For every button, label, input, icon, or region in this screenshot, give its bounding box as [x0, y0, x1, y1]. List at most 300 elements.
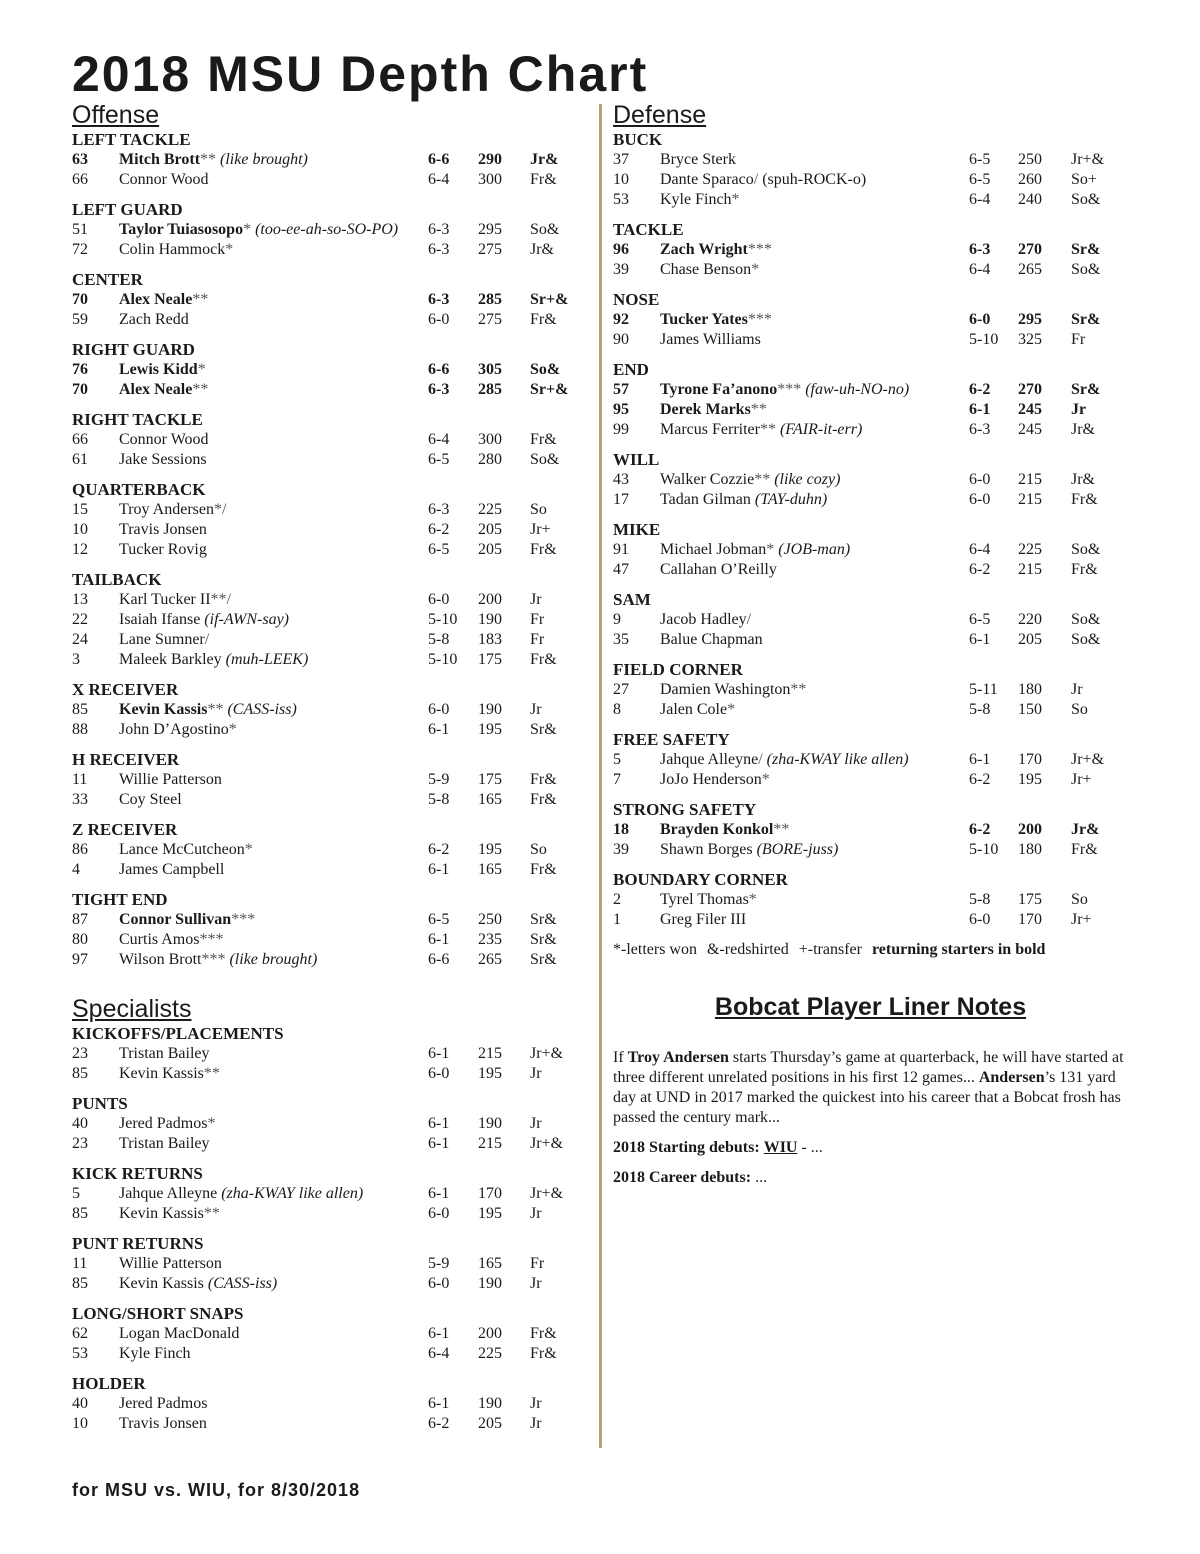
class-year: So&	[1071, 541, 1101, 558]
jersey-number: 87	[72, 911, 88, 928]
position-label: LEFT TACKLE	[72, 130, 191, 149]
jersey-number: 17	[613, 491, 629, 508]
player-row	[72, 1044, 572, 1064]
jersey-number: 15	[72, 501, 88, 518]
weight: 190	[478, 1395, 502, 1412]
jersey-number: 13	[72, 591, 88, 608]
player-row	[72, 1394, 572, 1414]
jersey-number: 97	[72, 951, 88, 968]
player-name-cell	[119, 290, 208, 310]
jersey-number: 1	[613, 911, 621, 928]
position-group	[72, 410, 572, 470]
class-year: So	[1071, 701, 1088, 718]
position-group	[72, 1164, 572, 1224]
letter-marks: ***	[747, 241, 772, 258]
player-name: Zach Wright	[660, 241, 748, 258]
jersey-number: 4	[72, 861, 80, 878]
jersey-number: 85	[72, 1065, 88, 1082]
class-year: Jr	[530, 1065, 542, 1082]
player-name: Kevin Kassis	[119, 701, 208, 718]
player-name: Balue Chapman	[660, 631, 763, 648]
letter-marks: *	[766, 541, 775, 558]
defense-heading: Defense	[613, 101, 707, 129]
class-year: Jr&	[530, 151, 559, 168]
player-name-cell	[660, 470, 840, 490]
class-year: So&	[1071, 611, 1101, 628]
position-label: RIGHT GUARD	[72, 340, 195, 359]
player-name-cell	[119, 650, 308, 670]
height: 5-8	[428, 791, 450, 808]
position-label: RIGHT TACKLE	[72, 410, 203, 429]
player-row	[72, 790, 572, 810]
starting-debuts-note	[613, 1138, 1128, 1158]
letter-marks: ***	[747, 311, 772, 328]
weight: 205	[478, 541, 502, 558]
player-name: Alex Neale	[119, 291, 193, 308]
letter-marks: ***	[777, 381, 802, 398]
height: 6-1	[428, 1045, 450, 1062]
position-group	[72, 890, 572, 970]
weight: 250	[1018, 151, 1042, 168]
class-year: Jr	[530, 1415, 542, 1432]
player-name-cell	[119, 790, 182, 810]
height: 6-4	[969, 541, 991, 558]
player-name-cell	[119, 360, 206, 380]
player-row	[72, 1134, 572, 1154]
weight: 260	[1018, 171, 1042, 188]
player-name: Wilson Brott	[119, 951, 202, 968]
height: 6-1	[969, 401, 991, 418]
player-name: Connor Sullivan	[119, 911, 232, 928]
jersey-number: 27	[613, 681, 629, 698]
weight: 285	[478, 381, 502, 398]
player-row	[613, 490, 1128, 510]
letter-marks: **	[203, 1065, 220, 1082]
player-name: Jered Padmos	[119, 1395, 208, 1412]
player-name-cell	[119, 610, 289, 630]
player-name: Walker Cozzie	[660, 471, 755, 488]
weight: 205	[1018, 631, 1042, 648]
player-name-cell	[119, 860, 224, 880]
player-name: Greg Filer III	[660, 911, 747, 928]
weight: 270	[1018, 381, 1042, 398]
player-name-cell	[119, 170, 209, 190]
player-name-cell	[119, 630, 209, 650]
player-name-cell	[119, 1044, 210, 1064]
letter-marks: *	[228, 721, 237, 738]
weight: 190	[478, 611, 502, 628]
height: 6-6	[428, 151, 450, 168]
player-row	[72, 290, 572, 310]
jersey-number: 47	[613, 561, 629, 578]
weight: 280	[478, 451, 502, 468]
height: 5-10	[969, 841, 999, 858]
height: 6-2	[428, 841, 450, 858]
player-name: Damien Washington	[660, 681, 791, 698]
player-name: Kyle Finch	[660, 191, 732, 208]
class-year: Jr+	[1071, 771, 1092, 788]
player-row	[72, 650, 572, 670]
player-name: Travis Jonsen	[119, 1415, 207, 1432]
note-text: ...	[751, 1169, 768, 1186]
player-name-cell	[119, 220, 398, 240]
jersey-number: 53	[613, 191, 629, 208]
player-name-cell	[119, 700, 297, 720]
player-name: Tyrone Fa’anono	[660, 381, 778, 398]
class-year: Sr&	[530, 931, 557, 948]
class-year: So	[1071, 891, 1088, 908]
letter-marks: *	[225, 241, 234, 258]
height: 6-2	[969, 771, 991, 788]
pronunciation: (spuh-ROCK-o)	[762, 171, 867, 188]
player-row	[613, 260, 1128, 280]
letter-marks: *	[761, 771, 770, 788]
player-name-cell	[119, 450, 207, 470]
position-group	[613, 450, 1128, 510]
height: 5-8	[428, 631, 450, 648]
position-label: LONG/SHORT SNAPS	[72, 1304, 244, 1323]
player-name: Kevin Kassis	[119, 1275, 204, 1292]
jersey-number: 61	[72, 451, 88, 468]
note-text: starts Thursday’s game at quarterback, he will have started at three different unrelated positions in his first 12 games...	[613, 1049, 1124, 1086]
player-name: James Williams	[660, 331, 761, 348]
player-name-cell	[660, 820, 789, 840]
player-name: Troy Andersen	[119, 501, 214, 518]
pronunciation: (muh-LEEK)	[225, 651, 309, 668]
player-name-cell	[660, 770, 770, 790]
legend-letters: *-letters won	[613, 941, 697, 958]
position-label: H RECEIVER	[72, 750, 180, 769]
height: 6-5	[428, 911, 450, 928]
position-label: KICK RETURNS	[72, 1164, 203, 1183]
player-name-cell	[119, 1254, 222, 1274]
player-name-cell	[660, 190, 740, 210]
player-name-cell	[660, 490, 827, 510]
weight: 195	[478, 1065, 502, 1082]
height: 6-4	[428, 431, 450, 448]
specialists-heading: Specialists	[72, 995, 192, 1023]
jersey-number: 92	[613, 311, 629, 328]
position-group	[72, 200, 572, 260]
jersey-number: 5	[613, 751, 621, 768]
height: 6-1	[428, 721, 450, 738]
weight: 220	[1018, 611, 1042, 628]
player-name: Zach Redd	[119, 311, 189, 328]
jersey-number: 86	[72, 841, 88, 858]
jersey-number: 18	[613, 821, 629, 838]
position-group	[72, 820, 572, 880]
player-name-cell	[119, 540, 207, 560]
position-group	[72, 1094, 572, 1154]
legend-transfer: +-transfer	[798, 941, 862, 958]
height: 5-10	[428, 611, 458, 628]
letter-marks: *	[727, 701, 736, 718]
class-year: Jr	[530, 1205, 542, 1222]
height: 5-10	[428, 651, 458, 668]
class-year: Fr	[530, 1255, 545, 1272]
letter-marks: **	[203, 1205, 220, 1222]
player-name-cell	[119, 1324, 239, 1344]
height: 5-9	[428, 1255, 450, 1272]
pronunciation: (FAIR-it-err)	[779, 421, 863, 438]
weight: 215	[478, 1135, 502, 1152]
height: 5-9	[428, 771, 450, 788]
player-name: Taylor Tuiasosopo	[119, 221, 244, 238]
weight: 240	[1018, 191, 1042, 208]
class-year: Fr&	[1071, 561, 1098, 578]
height: 6-5	[428, 451, 450, 468]
player-row	[72, 1254, 572, 1274]
player-row	[613, 890, 1128, 910]
jersey-number: 35	[613, 631, 629, 648]
letter-marks: **	[754, 471, 771, 488]
column-divider	[599, 104, 602, 1448]
height: 6-3	[428, 501, 450, 518]
letter-marks: ***	[231, 911, 256, 928]
height: 6-4	[428, 1345, 450, 1362]
height: 6-6	[428, 951, 450, 968]
weight: 275	[478, 311, 502, 328]
jersey-number: 70	[72, 381, 88, 398]
pronunciation: (like brought)	[229, 951, 318, 968]
player-name: Tucker Rovig	[119, 541, 207, 558]
player-row	[72, 1114, 572, 1134]
weight: 205	[478, 1415, 502, 1432]
class-year: Fr&	[530, 651, 557, 668]
player-row	[613, 770, 1128, 790]
height: 6-1	[428, 1395, 450, 1412]
jersey-number: 24	[72, 631, 88, 648]
position-group	[72, 480, 572, 560]
jersey-number: 53	[72, 1345, 88, 1362]
height: 6-1	[428, 1185, 450, 1202]
player-row	[613, 170, 1128, 190]
player-name: Kyle Finch	[119, 1345, 191, 1362]
player-name-cell	[119, 1204, 220, 1224]
weight: 190	[478, 1115, 502, 1132]
class-year: Sr+&	[530, 291, 569, 308]
player-name: Travis Jonsen	[119, 521, 207, 538]
player-name-cell	[119, 1064, 220, 1084]
weight: 165	[478, 1255, 502, 1272]
weight: 265	[478, 951, 502, 968]
player-row	[72, 630, 572, 650]
player-name: Jake Sessions	[119, 451, 207, 468]
position-group	[613, 220, 1128, 280]
weight: 183	[478, 631, 502, 648]
weight: 295	[1018, 311, 1042, 328]
jersey-number: 85	[72, 1205, 88, 1222]
letter-marks: /	[746, 611, 752, 628]
player-name-cell	[119, 770, 222, 790]
class-year: So	[530, 841, 547, 858]
class-year: So&	[530, 361, 561, 378]
class-year: Fr&	[530, 861, 557, 878]
player-row	[613, 560, 1128, 580]
jersey-number: 39	[613, 261, 629, 278]
player-name-cell	[660, 700, 735, 720]
class-year: Jr	[530, 591, 542, 608]
weight: 225	[478, 501, 502, 518]
position-label: HOLDER	[72, 1374, 146, 1393]
jersey-number: 5	[72, 1185, 80, 1202]
player-name-cell	[119, 950, 317, 970]
player-name: Marcus Ferriter	[660, 421, 760, 438]
class-year: Jr&	[1071, 421, 1095, 438]
player-name-cell	[660, 170, 866, 190]
position-label: BUCK	[613, 130, 663, 149]
letter-marks: ***	[201, 951, 226, 968]
player-row	[613, 420, 1128, 440]
player-row	[72, 930, 572, 950]
class-year: Fr&	[530, 1345, 557, 1362]
jersey-number: 66	[72, 171, 88, 188]
player-row	[72, 590, 572, 610]
height: 6-2	[428, 521, 450, 538]
player-name: Michael Jobman	[660, 541, 767, 558]
weight: 170	[478, 1185, 502, 1202]
player-row	[72, 1324, 572, 1344]
player-name: Curtis Amos	[119, 931, 200, 948]
player-row	[72, 310, 572, 330]
position-group	[613, 800, 1128, 860]
player-name: Derek Marks	[660, 401, 751, 418]
height: 6-0	[428, 1205, 450, 1222]
career-debuts-label: 2018 Career debuts:	[613, 1169, 752, 1186]
letter-marks: *	[197, 361, 206, 378]
class-year: Sr+&	[530, 381, 569, 398]
player-name-cell	[119, 1274, 277, 1294]
note-player-name: Andersen	[978, 1069, 1045, 1086]
player-name: Callahan O’Reilly	[660, 561, 777, 578]
letter-marks: **/	[210, 591, 231, 608]
player-row	[72, 360, 572, 380]
position-label: X RECEIVER	[72, 680, 179, 699]
height: 6-5	[969, 611, 991, 628]
pronunciation: (too-ee-ah-so-SO-PO)	[255, 221, 399, 238]
letter-marks: **	[790, 681, 807, 698]
legend-redshirted: &-redshirted	[706, 941, 789, 958]
offense-heading: Offense	[72, 101, 160, 129]
defense-depth-list	[613, 130, 1128, 930]
position-label: QUARTERBACK	[72, 480, 206, 499]
player-name-cell	[119, 150, 308, 170]
weight: 245	[1018, 421, 1042, 438]
player-name-cell	[660, 260, 759, 280]
player-name: Alex Neale	[119, 381, 193, 398]
footer-note: for MSU vs. WIU, for 8/30/2018	[72, 1480, 361, 1500]
position-label: STRONG SAFETY	[613, 800, 757, 819]
position-label: TACKLE	[613, 220, 684, 239]
height: 6-5	[428, 541, 450, 558]
pronunciation: (zha-KWAY like allen)	[766, 751, 909, 768]
height: 5-10	[969, 331, 999, 348]
player-row	[72, 1184, 572, 1204]
class-year: Jr+&	[1071, 151, 1105, 168]
player-row	[613, 190, 1128, 210]
class-year: Jr	[1071, 401, 1087, 418]
class-year: Fr	[530, 611, 545, 628]
jersey-number: 66	[72, 431, 88, 448]
player-name: Connor Wood	[119, 171, 209, 188]
player-row	[613, 380, 1128, 400]
player-row	[613, 400, 1128, 420]
player-name-cell	[660, 560, 777, 580]
height: 6-4	[969, 261, 991, 278]
player-row	[613, 820, 1128, 840]
player-row	[613, 840, 1128, 860]
letter-marks: *	[731, 191, 740, 208]
weight: 235	[478, 931, 502, 948]
height: 5-11	[969, 681, 998, 698]
weight: 215	[1018, 491, 1042, 508]
player-name-cell	[660, 240, 772, 260]
player-name: Tucker Yates	[660, 311, 748, 328]
player-row	[72, 1414, 572, 1434]
class-year: So&	[530, 221, 560, 238]
player-row	[613, 240, 1128, 260]
height: 6-5	[969, 151, 991, 168]
height: 6-0	[428, 591, 450, 608]
weight: 195	[1018, 771, 1042, 788]
letter-marks: /	[204, 631, 210, 648]
position-label: FREE SAFETY	[613, 730, 730, 749]
player-name: Karl Tucker II	[119, 591, 211, 608]
weight: 290	[478, 151, 502, 168]
weight: 200	[478, 1325, 502, 1342]
letter-marks: *	[244, 841, 253, 858]
jersey-number: 7	[613, 771, 621, 788]
player-name-cell	[660, 890, 757, 910]
letter-marks: *	[751, 261, 760, 278]
page-title: 2018 MSU Depth Chart	[72, 46, 649, 102]
weight: 265	[1018, 261, 1042, 278]
player-row	[72, 380, 572, 400]
player-row	[72, 860, 572, 880]
height: 6-0	[428, 701, 450, 718]
jersey-number: 80	[72, 931, 88, 948]
letter-marks: *	[207, 1115, 216, 1132]
offense-depth-list	[72, 130, 572, 970]
jersey-number: 43	[613, 471, 629, 488]
jersey-number: 72	[72, 241, 88, 258]
player-name-cell	[119, 500, 226, 520]
player-name: Jahque Alleyne	[119, 1185, 218, 1202]
player-name: Lance McCutcheon	[119, 841, 245, 858]
position-group	[72, 680, 572, 740]
player-row	[72, 770, 572, 790]
player-name-cell	[660, 840, 838, 860]
class-year: Fr&	[1071, 491, 1098, 508]
height: 5-8	[969, 701, 991, 718]
letter-marks: /	[758, 751, 763, 768]
weight: 275	[478, 241, 502, 258]
class-year: Jr+&	[1071, 751, 1105, 768]
pronunciation: (CASS-iss)	[227, 701, 297, 718]
player-name: Kevin Kassis	[119, 1205, 204, 1222]
class-year: Fr&	[530, 771, 557, 788]
position-group	[613, 360, 1128, 440]
player-name: Bryce Sterk	[660, 151, 736, 168]
height: 6-5	[969, 171, 991, 188]
position-label: TAILBACK	[72, 570, 162, 589]
class-year: Sr&	[530, 721, 557, 738]
player-row	[613, 680, 1128, 700]
position-label: NOSE	[613, 290, 660, 309]
letter-marks: ***	[199, 931, 224, 948]
position-group	[72, 1024, 572, 1084]
class-year: Jr	[1071, 681, 1083, 698]
